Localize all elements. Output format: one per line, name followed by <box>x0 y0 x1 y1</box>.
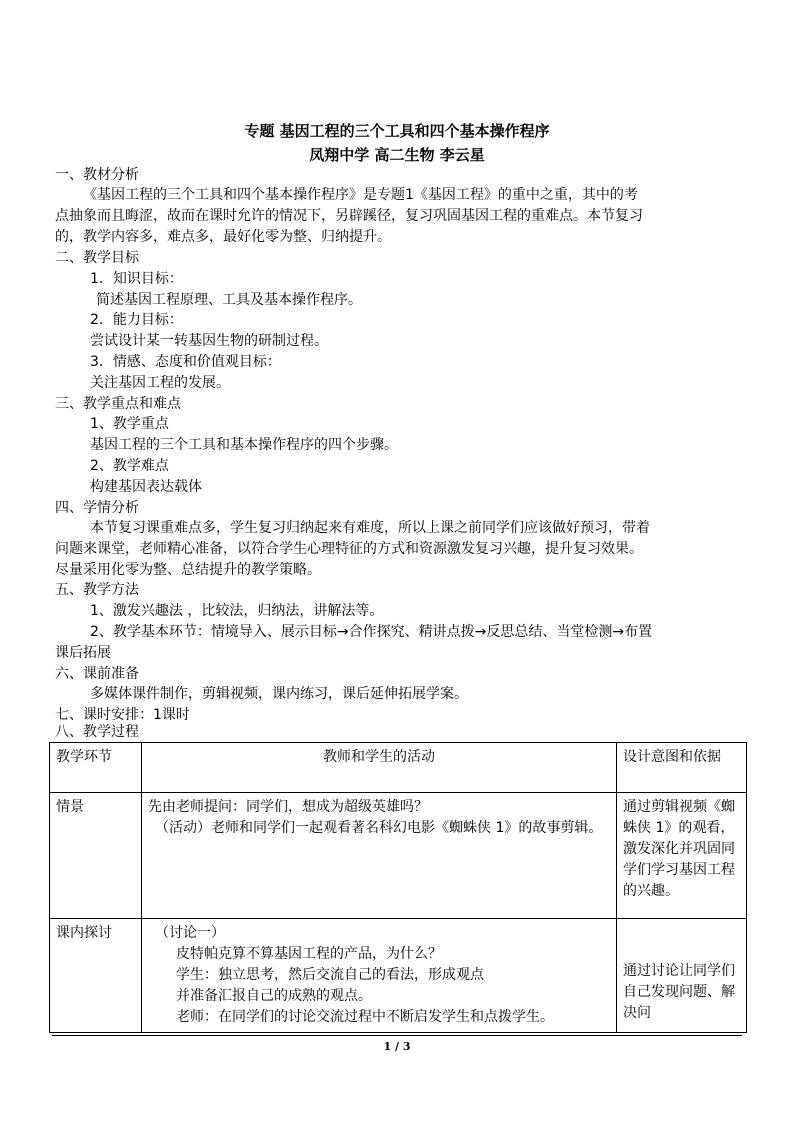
paragraph-line: 简述基因工程原理、工具及基本操作程序。 <box>96 292 362 308</box>
section-heading: 三、教学重点和难点 <box>55 396 181 412</box>
activity-line: 先由老师提问：同学们，想成为超级英雄吗？ <box>148 799 428 815</box>
table-cell-intent: 通过讨论让同学们自己发现问题、解决问 <box>617 919 747 1033</box>
paragraph-line: 2、教学基本环节：情境导入、展示目标→合作探究、精讲点拨→反思总结、当堂检测→布置 <box>90 624 653 640</box>
activity-line: 皮特帕克算不算基因工程的产品，为什么？ <box>176 946 442 962</box>
activity-line: 老师：在同学们的讨论交流过程中不断启发学生和点拨学生。 <box>176 1009 554 1025</box>
table-cell-activity <box>142 793 617 919</box>
paragraph-line: 问题来课堂，老师精心准备，以符合学生心理特征的方式和资源激发复习兴趣，提升复习效果。 <box>55 541 643 557</box>
subheading: 1、教学重点 <box>90 416 169 432</box>
section-heading: 四、学情分析 <box>55 500 139 516</box>
document-title: 专题 基因工程的三个工具和四个基本操作程序 <box>244 122 550 140</box>
table-cell-intent: 通过剪辑视频《蜘蛛侠 1》的观看，激发深化并巩固同学们学习基因工程的兴趣。 <box>617 793 747 919</box>
subheading: 1．知识目标： <box>90 271 183 287</box>
activity-line: 学生：独立思考，然后交流自己的看法，形成观点 <box>176 967 484 983</box>
paragraph-line: 《基因工程的三个工具和四个基本操作程序》是专题1《基因工程》的重中之重，其中的考 <box>83 187 638 203</box>
footer-divider <box>52 1035 742 1036</box>
teaching-process-table <box>49 742 747 1033</box>
table-row <box>50 793 747 919</box>
activity-line: （讨论一） <box>155 925 225 941</box>
subheading: 2、教学难点 <box>90 458 169 474</box>
paragraph-line: 基因工程的三个工具和基本操作程序的四个步骤。 <box>90 437 398 453</box>
paragraph-line: 的，教学内容多，难点多，最好化零为整、归纳提升。 <box>55 229 391 245</box>
paragraph-line: 关注基因工程的发展。 <box>90 375 230 391</box>
paragraph-line: 1、激发兴趣法 ，比较法，归纳法，讲解法等。 <box>90 603 384 619</box>
table-header-cell: 教学环节 <box>50 743 142 793</box>
section-heading: 七、课时安排：1课时 <box>55 707 190 723</box>
subheading: 2．能力目标： <box>90 312 183 328</box>
paragraph-line: 构建基因表达载体 <box>90 479 202 495</box>
document-subtitle: 凤翔中学 高二生物 李云星 <box>309 146 485 164</box>
paragraph-line: 点抽象而且晦涩，故而在课时允许的情况下，另辟蹊径，复习巩固基因工程的重难点。本节复习 <box>55 208 643 224</box>
section-heading: 二、教学目标 <box>55 250 139 266</box>
table-cell-stage: 情景 <box>50 793 142 919</box>
paragraph-line: 课后拓展 <box>55 645 111 661</box>
activity-line: 并准备汇报自己的成熟的观点。 <box>176 988 372 1004</box>
activity-line: （活动）老师和同学们一起观看著名科幻电影《蜘蛛侠 1》的故事剪辑。 <box>155 820 603 836</box>
paragraph-line: 尽量采用化零为整、总结提升的教学策略。 <box>55 562 321 578</box>
section-heading: 六、课前准备 <box>55 666 139 682</box>
section-heading: 八、教学过程 <box>55 724 139 740</box>
paragraph-line: 多媒体课件制作，剪辑视频，课内练习，课后延伸拓展学案。 <box>90 686 468 702</box>
paragraph-line: 本节复习课重难点多，学生复习归纳起来有难度，所以上课之前同学们应该做好预习，带着 <box>90 520 650 536</box>
table-row <box>50 919 747 1033</box>
table-header-cell: 教师和学生的活动 <box>142 743 617 793</box>
section-heading: 五、教学方法 <box>55 582 139 598</box>
table-cell-activity <box>142 919 617 1033</box>
table-header-row <box>50 743 747 793</box>
section-heading: 一、教材分析 <box>55 167 139 183</box>
page-number: 1 / 3 <box>383 1040 411 1053</box>
subheading: 3．情感、态度和价值观目标： <box>90 354 281 370</box>
paragraph-line: 尝试设计某一转基因生物的研制过程。 <box>90 333 328 349</box>
table-cell-stage: 课内探讨 <box>50 919 142 1033</box>
table-header-cell: 设计意图和依据 <box>617 743 747 793</box>
